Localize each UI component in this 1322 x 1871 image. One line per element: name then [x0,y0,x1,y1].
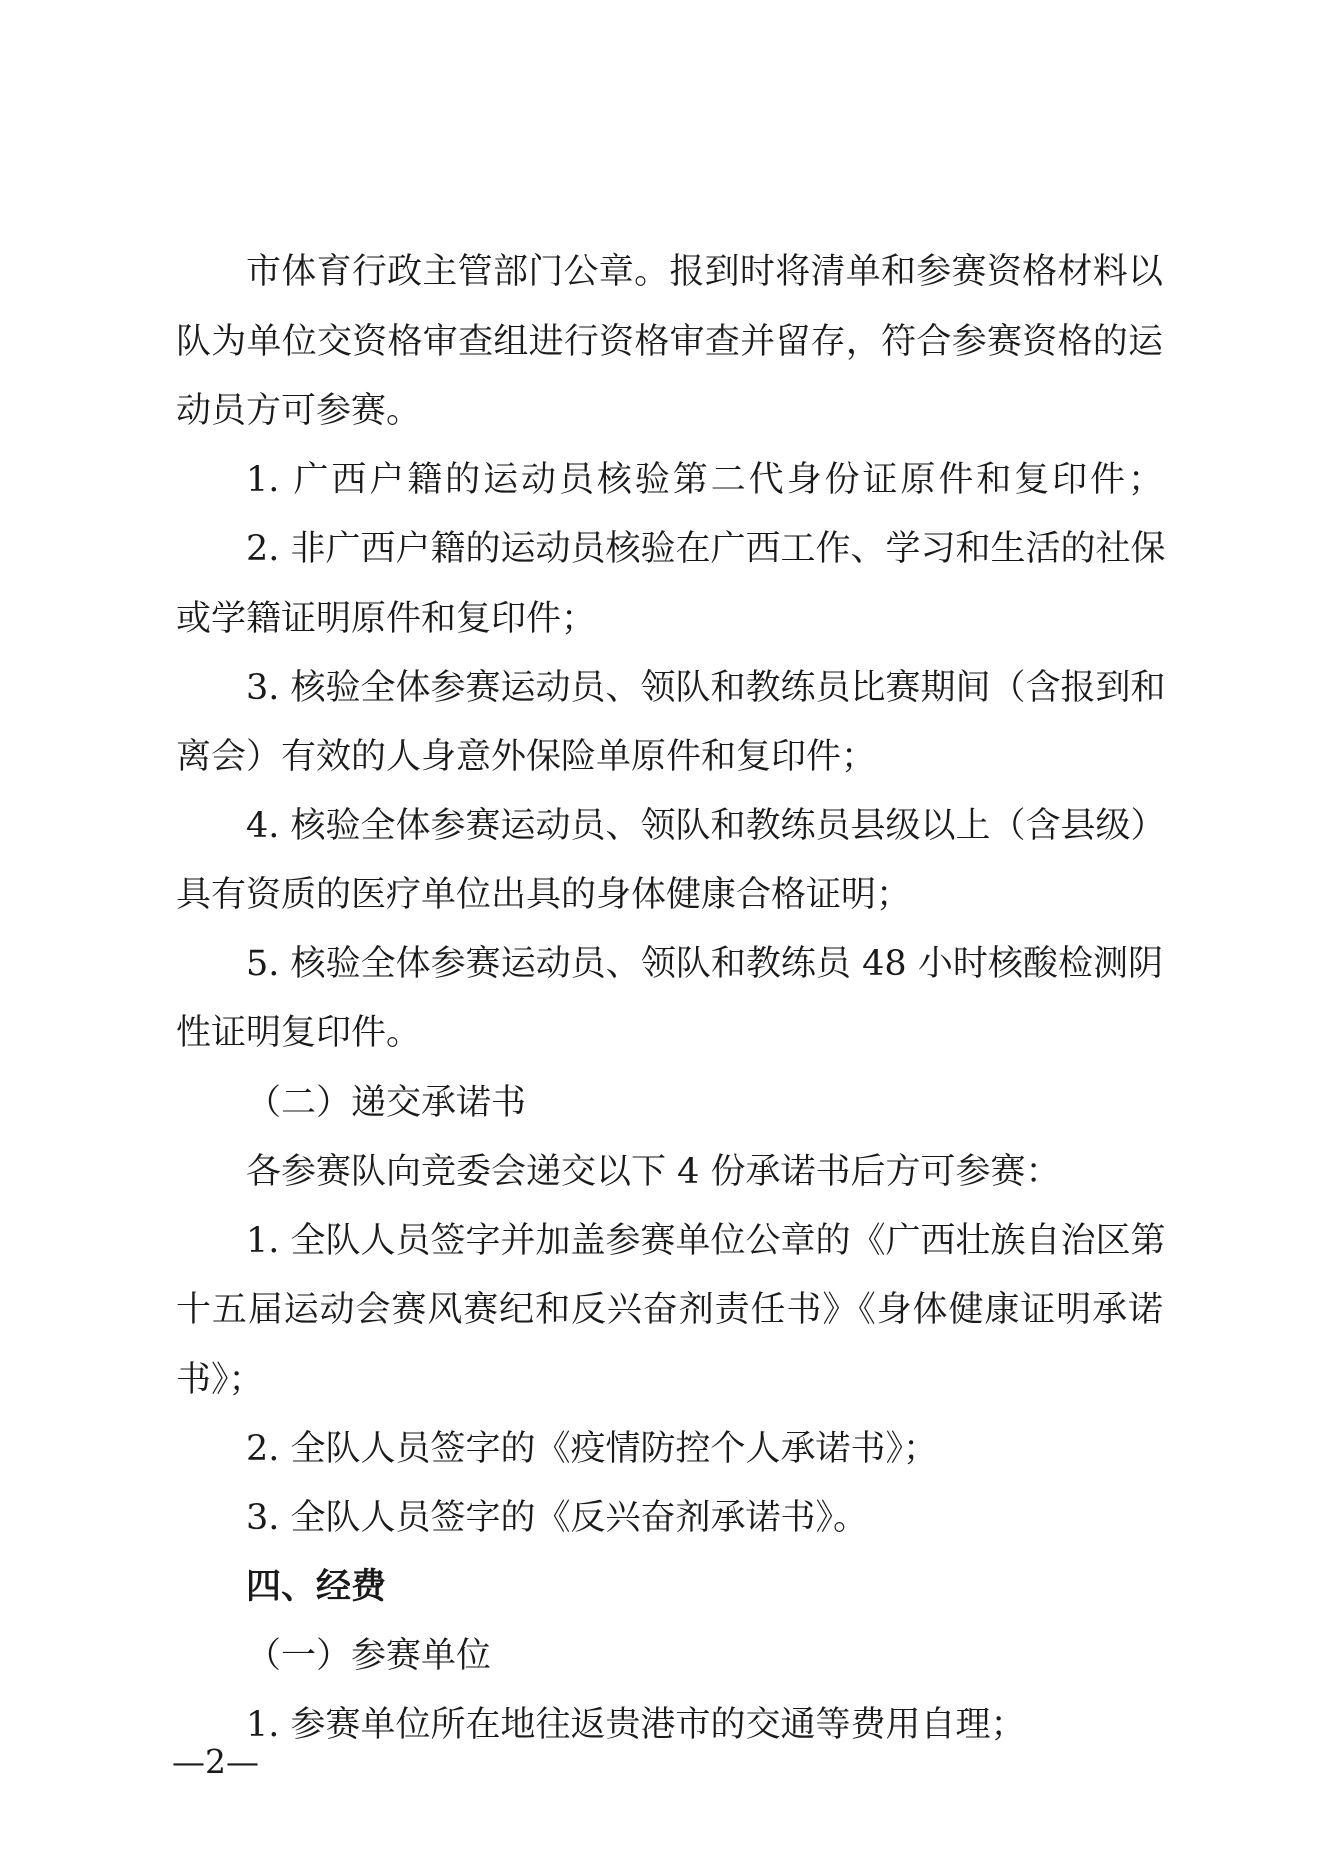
list-item: 1. 全队人员签字并加盖参赛单位公章的《广西壮族自治区第 [246,1221,1166,1261]
list-item: 5. 核验全体参赛运动员、领队和教练员 48 小时核酸检测阴 [246,944,1163,984]
paragraph-line: 动员方可参赛。 [176,391,422,431]
list-item-continuation: 具有资质的医疗单位出具的身体健康合格证明； [176,875,912,915]
list-item-continuation: 性证明复印件。 [176,1013,422,1053]
list-item-continuation: 十五届运动会赛风赛纪和反兴奋剂责任书》《身体健康证明承诺 [176,1290,1163,1330]
list-item-continuation: 离会）有效的人身意外保险单原件和复印件； [176,737,877,777]
list-item-continuation: 书》； [176,1360,264,1400]
paragraph-line: 市体育行政主管部门公章。报到时将清单和参赛资格材料以 [246,252,1163,292]
list-item: 3. 全队人员签字的《反兴奋剂承诺书》。 [246,1498,869,1538]
list-item: 1. 参赛单位所在地往返贵港市的交通等费用自理； [246,1705,1026,1745]
list-item-continuation: 或学籍证明原件和复印件； [176,599,597,639]
list-item: 2. 全队人员签字的《疫情防控个人承诺书》； [246,1429,939,1469]
section-heading: 四、经费 [246,1566,387,1607]
list-item: 3. 核验全体参赛运动员、领队和教练员比赛期间（含报到和 [246,668,1166,708]
subsection-heading: （一）参赛单位 [246,1636,492,1676]
subsection-heading: （二）递交承诺书 [246,1083,527,1123]
paragraph-line: 各参赛队向竞委会递交以下 4 份承诺书后方可参赛： [246,1152,1061,1192]
list-item: 1. 广西户籍的运动员核验第二代身份证原件和复印件； [246,460,1163,500]
paragraph-line: 队为单位交资格审查组进行资格审查并留存，符合参赛资格的运 [176,322,1163,362]
list-item: 2. 非广西户籍的运动员核验在广西工作、学习和生活的社保 [246,529,1166,569]
list-item: 4. 核验全体参赛运动员、领队和教练员县级以上（含县级） [246,806,1166,846]
page-number: —2— [172,1742,259,1781]
